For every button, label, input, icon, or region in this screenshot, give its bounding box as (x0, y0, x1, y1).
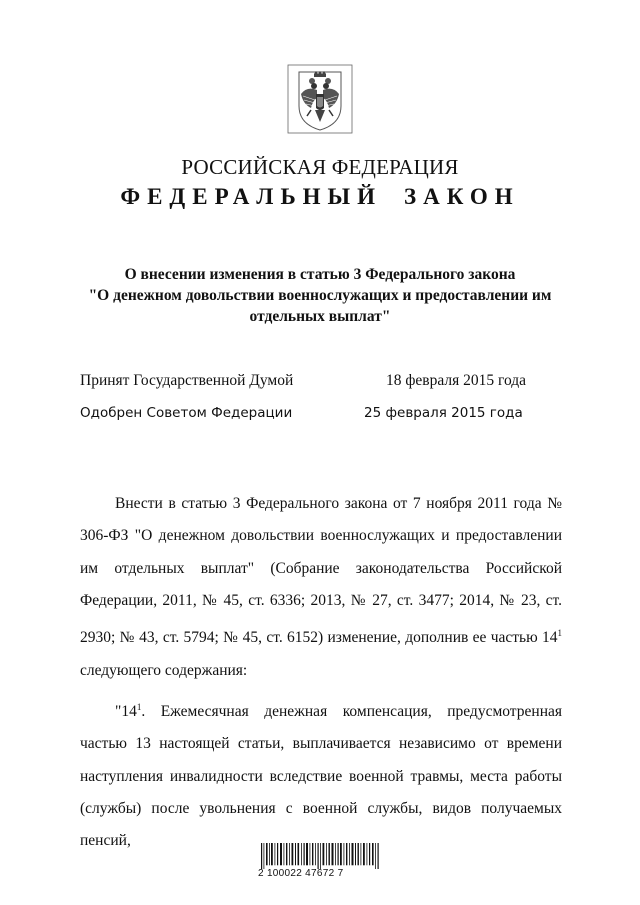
body-paragraph-1: Внести в статью 3 Федерального закона от 7 ноября 2011 года № 306-ФЗ "О денежном довольствии военнослужащих и предоставлении им отдельных выплат" (Собрание законодательства Российской Федерации, 2011, № 45, ст. 6336; 2013, № 27, ст. 3477; 2014, № 23, ст. 2930; № 43, ст. 5794; № 45, ст. 6152) изменение, дополнив ее частью $14^1$ следующего содержания: (80, 495, 562, 679)
law-title-line2: "О денежном довольствии военнослужащих и предоставлении им (88, 287, 552, 304)
superscript: 1 (557, 628, 562, 639)
superscript: 1 (136, 701, 142, 712)
duma-adoption-date: 18 февраля 2015 года (386, 372, 527, 389)
document-type-word2: ЗАКОН (404, 184, 520, 209)
barcode-number: 2 100022 47672 7 (258, 868, 344, 879)
law-title (80, 264, 560, 327)
document-type-word1: ФЕДЕРАЛЬНЫЙ (120, 184, 383, 209)
law-title-line3: отдельных выплат" (249, 308, 391, 325)
council-approval-date: 25 февраля 2015 года (364, 405, 523, 421)
document-type (0, 184, 640, 210)
barcode-image (259, 843, 383, 869)
country-name: РОССИЙСКАЯ ФЕДЕРАЦИЯ (181, 155, 459, 179)
duma-adoption-label: Принят Государственной Думой (80, 372, 294, 389)
coat-of-arms-emblem (287, 64, 353, 134)
body-paragraph-2: "$14^1$. Ежемесячная денежная компенсация, предусмотренная частью 13 настоящей статьи, выплачивается независимо от времени наступления инвалидности вследствие военной травмы, места работы (службы) после увольнения с военной службы, видов получаемых пенсий, (80, 701, 562, 850)
council-approval-label: Одобрен Советом Федерации (80, 405, 293, 421)
law-title-line1: О внесении изменения в статью 3 Федерального закона (124, 266, 516, 283)
law-body (80, 488, 562, 858)
